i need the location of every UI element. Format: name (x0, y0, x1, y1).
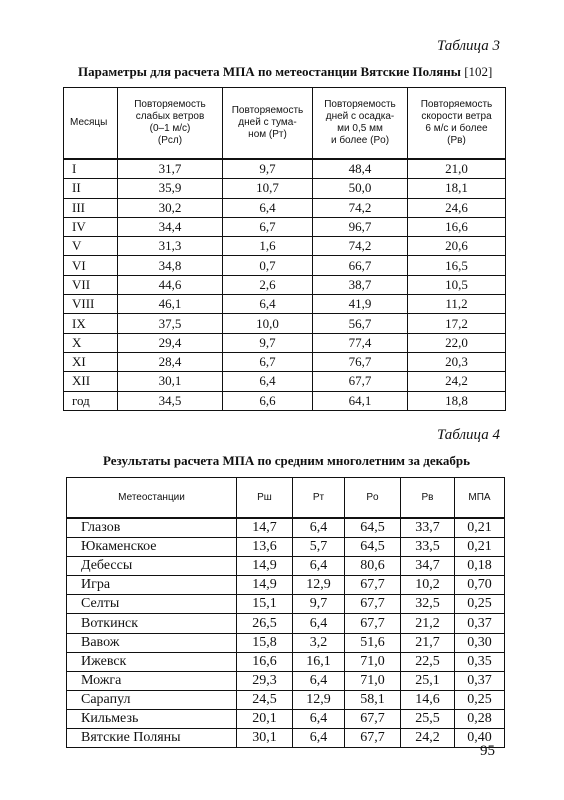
table4-cell: 24,2 (401, 729, 455, 748)
table4-caption: Результаты расчета МПА по средним многолетним за декабрь (103, 453, 470, 468)
table3-row (64, 352, 506, 371)
table4-row (67, 729, 505, 748)
table4-row (67, 709, 505, 728)
table3-cell: 66,7 (313, 256, 408, 275)
table4-cell: 34,7 (401, 557, 455, 576)
table3-cell: 6,7 (223, 352, 313, 371)
table4-cell: 0,21 (455, 538, 505, 557)
table4-cell: 6,4 (293, 729, 345, 748)
table3-cell: IV (64, 217, 118, 236)
table4-cell: 13,6 (237, 538, 293, 557)
table4-cell: 12,9 (293, 576, 345, 595)
table4-cell: 20,1 (237, 709, 293, 728)
table4-cell: 12,9 (293, 690, 345, 709)
table3-header-row (64, 88, 506, 160)
table4-cell: 26,5 (237, 614, 293, 633)
table3-header-month: Месяцы (64, 88, 118, 160)
table4-cell: Дебессы (67, 557, 237, 576)
table4-cell: 0,25 (455, 595, 505, 614)
table4-cell: 9,7 (293, 595, 345, 614)
table4-cell: 25,5 (401, 709, 455, 728)
table3-cell: 22,0 (408, 333, 506, 352)
table3-cell: 6,4 (223, 372, 313, 391)
table3-row (64, 198, 506, 217)
table3-cell: VII (64, 275, 118, 294)
table4-cell: 67,7 (345, 595, 401, 614)
table3-cell: 37,5 (118, 314, 223, 333)
table4-cell: 14,7 (237, 518, 293, 538)
table4-row (67, 614, 505, 633)
table4-cell: 14,9 (237, 576, 293, 595)
table3-cell: 10,5 (408, 275, 506, 294)
table4-cell: 0,35 (455, 652, 505, 671)
table3-cell: 6,4 (223, 198, 313, 217)
table3-cell: 2,6 (223, 275, 313, 294)
table4-cell: 15,8 (237, 633, 293, 652)
table4-cell: 0,37 (455, 671, 505, 690)
table3-row (64, 256, 506, 275)
table4-cell: 5,7 (293, 538, 345, 557)
table4-cell: 24,5 (237, 690, 293, 709)
table4-cell: 25,1 (401, 671, 455, 690)
table4-cell: 51,6 (345, 633, 401, 652)
table3-header-precip: Повторяемость дней с осадка- ми 0,5 мм и более (Pо) (313, 88, 408, 160)
table3-cell: 46,1 (118, 295, 223, 314)
table4-row (67, 671, 505, 690)
table4-header-pv: Pв (401, 478, 455, 519)
table4 (66, 477, 505, 748)
table4-cell: 71,0 (345, 652, 401, 671)
table4-cell: 14,9 (237, 557, 293, 576)
table3-cell: 21,0 (408, 159, 506, 179)
table3-cell: 64,1 (313, 391, 408, 410)
table4-cell: Юкаменское (67, 538, 237, 557)
table4-row (67, 633, 505, 652)
table3-cell: II (64, 179, 118, 198)
table4-cell: 0,30 (455, 633, 505, 652)
table4-row (67, 538, 505, 557)
table3-row (64, 275, 506, 294)
table4-cell: 67,7 (345, 576, 401, 595)
table3-row (64, 237, 506, 256)
table3-cell: 30,1 (118, 372, 223, 391)
table3-cell: 74,2 (313, 237, 408, 256)
table3-cell: 10,7 (223, 179, 313, 198)
table3-cell: 41,9 (313, 295, 408, 314)
table4-header-pt: Pт (293, 478, 345, 519)
table4-cell: Сарапул (67, 690, 237, 709)
table3-cell: 48,4 (313, 159, 408, 179)
table4-cell: 6,4 (293, 709, 345, 728)
table4-cell: 67,7 (345, 729, 401, 748)
table3-row (64, 179, 506, 198)
table3-cell: 9,7 (223, 159, 313, 179)
table3-cell: 16,6 (408, 217, 506, 236)
table3-cell: 34,8 (118, 256, 223, 275)
table4-cell: 14,6 (401, 690, 455, 709)
table4-header-pw: Pш (237, 478, 293, 519)
table3-cell: 34,5 (118, 391, 223, 410)
table4-cell: 22,5 (401, 652, 455, 671)
table3-cell: III (64, 198, 118, 217)
table4-cell: 10,2 (401, 576, 455, 595)
table4-cell: 0,28 (455, 709, 505, 728)
table3-caption (78, 64, 492, 80)
table3-cell: 18,8 (408, 391, 506, 410)
table4-cell: 64,5 (345, 538, 401, 557)
table3-cell: 30,2 (118, 198, 223, 217)
table4-cell: 32,5 (401, 595, 455, 614)
table3-cell: 31,3 (118, 237, 223, 256)
table3-cell: 76,7 (313, 352, 408, 371)
table3-cell: 67,7 (313, 372, 408, 391)
table3-row (64, 372, 506, 391)
table3-cell: 1,6 (223, 237, 313, 256)
table3-cell: 38,7 (313, 275, 408, 294)
table4-row (67, 518, 505, 538)
table4-row (67, 576, 505, 595)
table3-cell: год (64, 391, 118, 410)
table3-cell: 35,9 (118, 179, 223, 198)
table4-cell: 30,1 (237, 729, 293, 748)
table3-caption-ref: [102] (464, 64, 493, 79)
table3-row (64, 217, 506, 236)
table3-cell: 20,3 (408, 352, 506, 371)
table4-cell: 21,2 (401, 614, 455, 633)
table4-cell: 0,25 (455, 690, 505, 709)
table3-cell: VI (64, 256, 118, 275)
table3-header-weak-wind: Повторяемость слабых ветров (0–1 м/с) (Pсл) (118, 88, 223, 160)
page-number: 95 (480, 743, 495, 759)
table4-cell: Ижевск (67, 652, 237, 671)
table3-caption-text: Параметры для расчета МПА по метеостанции Вятские Поляны (78, 64, 461, 79)
table4-cell: Селты (67, 595, 237, 614)
table3-cell: 74,2 (313, 198, 408, 217)
table4-label: Таблица 4 (437, 427, 500, 443)
table4-cell: 67,7 (345, 709, 401, 728)
table3-cell: 96,7 (313, 217, 408, 236)
table3-row (64, 314, 506, 333)
table3-row (64, 391, 506, 410)
table3-cell: 17,2 (408, 314, 506, 333)
table4-cell: 80,6 (345, 557, 401, 576)
table3-cell: 44,6 (118, 275, 223, 294)
table3-cell: 28,4 (118, 352, 223, 371)
table4-cell: 21,7 (401, 633, 455, 652)
table3-row (64, 333, 506, 352)
table4-cell: 0,70 (455, 576, 505, 595)
table3-cell: 77,4 (313, 333, 408, 352)
table3-cell: 24,6 (408, 198, 506, 217)
table4-cell: 67,7 (345, 614, 401, 633)
table4-cell: 15,1 (237, 595, 293, 614)
table4-cell: 6,4 (293, 557, 345, 576)
table3-row (64, 295, 506, 314)
table3-cell: 56,7 (313, 314, 408, 333)
table3-cell: 34,4 (118, 217, 223, 236)
table4-cell: 0,37 (455, 614, 505, 633)
table4-cell: Воткинск (67, 614, 237, 633)
table4-cell: 3,2 (293, 633, 345, 652)
table3-cell: 9,7 (223, 333, 313, 352)
table4-cell: 64,5 (345, 518, 401, 538)
table3-cell: 24,2 (408, 372, 506, 391)
table4-header-row (67, 478, 505, 519)
table4-cell: 58,1 (345, 690, 401, 709)
table3-cell: I (64, 159, 118, 179)
table3-row (64, 159, 506, 179)
table4-cell: Кильмезь (67, 709, 237, 728)
table3-cell: 18,1 (408, 179, 506, 198)
table4-cell: 29,3 (237, 671, 293, 690)
table4-cell: 6,4 (293, 518, 345, 538)
table3-cell: IX (64, 314, 118, 333)
table4-cell: 71,0 (345, 671, 401, 690)
table4-cell: 0,18 (455, 557, 505, 576)
table3-cell: 11,2 (408, 295, 506, 314)
table3-cell: 50,0 (313, 179, 408, 198)
table3-cell: 6,7 (223, 217, 313, 236)
table4-header-mpa: МПА (455, 478, 505, 519)
table3-label: Таблица 3 (437, 38, 500, 54)
table4-cell: 16,1 (293, 652, 345, 671)
table3-header-fog: Повторяемость дней с тума- ном (Pт) (223, 88, 313, 160)
table4-cell: Вятские Поляны (67, 729, 237, 748)
table3-cell: 0,7 (223, 256, 313, 275)
table3-cell: XII (64, 372, 118, 391)
table4-cell: 16,6 (237, 652, 293, 671)
table4-row (67, 652, 505, 671)
table3 (63, 87, 506, 411)
table4-cell: 33,5 (401, 538, 455, 557)
table4-row (67, 557, 505, 576)
table4-cell: 0,21 (455, 518, 505, 538)
table4-cell: 6,4 (293, 614, 345, 633)
table4-header-po: Pо (345, 478, 401, 519)
table4-row (67, 595, 505, 614)
table3-cell: 6,4 (223, 295, 313, 314)
table3-cell: X (64, 333, 118, 352)
table4-cell: Игра (67, 576, 237, 595)
table3-cell: 20,6 (408, 237, 506, 256)
table3-cell: 10,0 (223, 314, 313, 333)
table3-cell: V (64, 237, 118, 256)
table3-cell: 31,7 (118, 159, 223, 179)
table3-cell: XI (64, 352, 118, 371)
table4-cell: 33,7 (401, 518, 455, 538)
table3-header-strong-wind: Повторяемость скорости ветра 6 м/с и более (Pв) (408, 88, 506, 160)
table4-cell: Можга (67, 671, 237, 690)
table4-header-station: Метеостанции (67, 478, 237, 519)
table3-cell: VIII (64, 295, 118, 314)
table4-cell: Вавож (67, 633, 237, 652)
table4-cell: 0,40 (455, 729, 505, 748)
table3-cell: 29,4 (118, 333, 223, 352)
table4-cell: Глазов (67, 518, 237, 538)
table4-row (67, 690, 505, 709)
table3-cell: 6,6 (223, 391, 313, 410)
table4-cell: 6,4 (293, 671, 345, 690)
table3-cell: 16,5 (408, 256, 506, 275)
